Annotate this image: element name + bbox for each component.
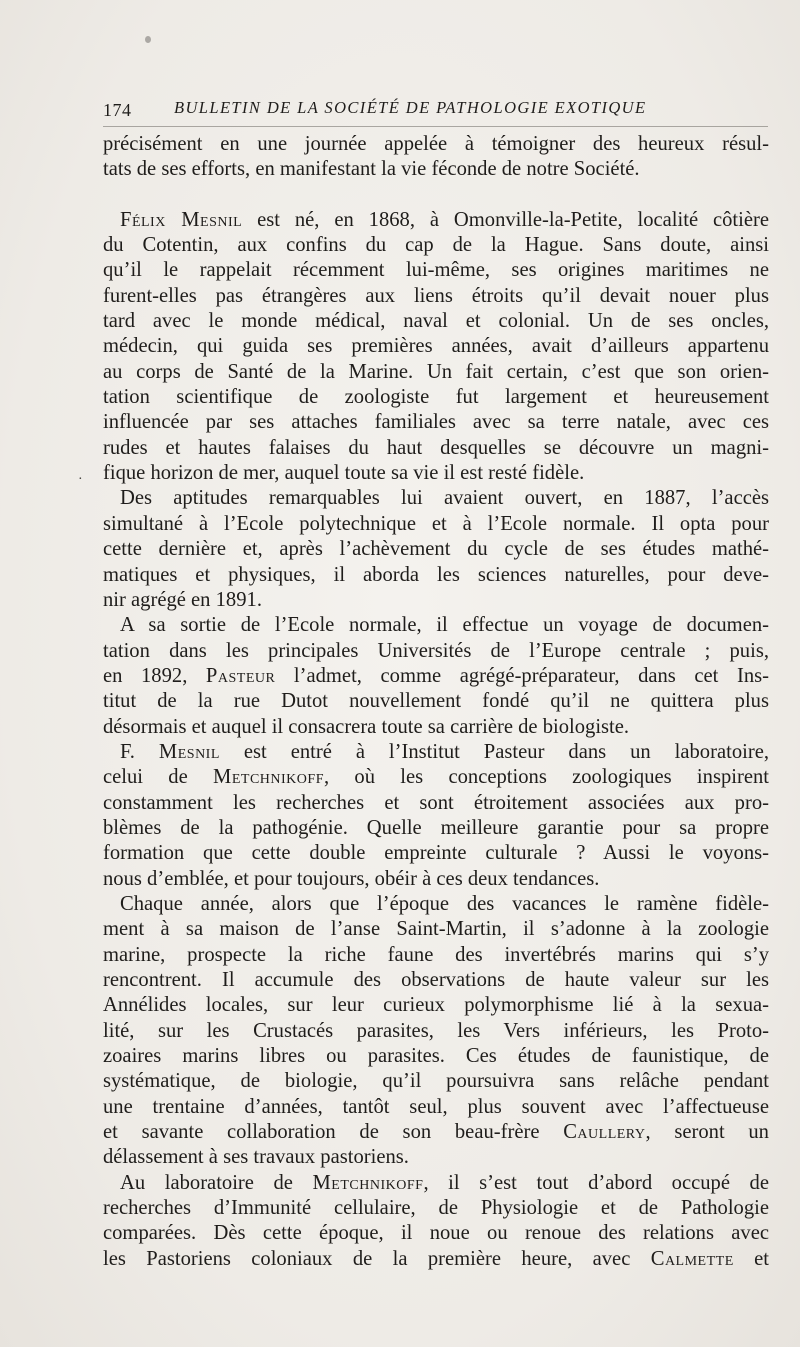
body-text	[103, 132, 769, 1272]
text-line: Chaque année, alors que l’époque des vacances le ramène fidèle-	[120, 892, 769, 915]
text-line: Annélides locales, sur leur curieux polymorphisme lié à la sexua-	[103, 994, 769, 1017]
text-line: F. Mesnil est entré à l’Institut Pasteur dans un laboratoire,	[120, 740, 769, 763]
paragraph	[103, 208, 769, 487]
text-line: médecin, qui guida ses premières années, avait d’ailleurs appartenu	[103, 335, 769, 358]
margin-mark: ·	[78, 472, 83, 487]
ink-speck	[145, 36, 151, 43]
paragraph	[103, 132, 769, 183]
text-line: celui de Metchnikoff, où les conceptions zoologiques inspirent	[103, 766, 769, 789]
page-header	[103, 98, 768, 122]
paragraph	[103, 892, 769, 1171]
text-line: comparées. Dès cette époque, il noue ou renoue des relations avec	[103, 1222, 769, 1245]
text-line: Au laboratoire de Metchnikoff, il s’est tout d’abord occupé de	[120, 1171, 769, 1194]
paragraph-gap	[103, 183, 769, 208]
text-line: rudes et hautes falaises du haut desquelles se découvre un magni-	[103, 436, 769, 459]
text-line: constamment les recherches et sont étroitement associées aux pro-	[103, 791, 769, 814]
text-line: influencée par ses attaches familiales avec sa terre natale, avec ces	[103, 411, 769, 434]
text-line: et savante collaboration de son beau-frère Caullery, seront un	[103, 1121, 769, 1144]
text-line: blèmes de la pathogénie. Quelle meilleure garantie pour sa propre	[103, 816, 769, 839]
text-line: du Cotentin, aux confins du cap de la Hague. Sans doute, ainsi	[103, 234, 769, 257]
text-line: une trentaine d’années, tantôt seul, plus souvent avec l’affectueuse	[103, 1095, 769, 1118]
text-line: nous d’emblée, et pour toujours, obéir à ces deux tendances.	[103, 867, 600, 890]
text-line: lité, sur les Crustacés parasites, les Vers inférieurs, les Proto-	[103, 1019, 769, 1042]
text-line: ment à sa maison de l’anse Saint-Martin, il s’adonne à la zoologie	[103, 918, 769, 941]
text-line: au corps de Santé de la Marine. Un fait certain, c’est que son orien-	[103, 360, 769, 383]
text-line: furent-elles pas étrangères aux liens étroits qu’il devait nouer plus	[103, 284, 769, 307]
text-line: formation que cette double empreinte culturale ? Aussi le voyons-	[103, 842, 769, 865]
paragraph	[103, 740, 769, 892]
text-line: en 1892, Pasteur l’admet, comme agrégé-préparateur, dans cet Ins-	[103, 664, 769, 687]
paragraph	[103, 613, 769, 740]
text-line: matiques et physiques, il aborda les sciences naturelles, pour deve-	[103, 563, 769, 586]
text-line: qu’il le rappelait récemment lui-même, ses origines maritimes ne	[103, 259, 769, 282]
text-line: simultané à l’Ecole polytechnique et à l’Ecole normale. Il opta pour	[103, 512, 769, 535]
text-line: délassement à ses travaux pastoriens.	[103, 1146, 409, 1169]
paragraph	[103, 1171, 769, 1272]
header-rule	[103, 126, 768, 127]
text-line: précisément en une journée appelée à témoigner des heureux résul-	[103, 133, 769, 155]
text-line: recherches d’Immunité cellulaire, de Physiologie et de Pathologie	[103, 1197, 769, 1220]
text-line: zoaires marins libres ou parasites. Ces études de faunistique, de	[103, 1045, 769, 1068]
page-number: 174	[103, 100, 132, 120]
text-line: Des aptitudes remarquables lui avaient ouvert, en 1887, l’accès	[120, 487, 769, 510]
text-line: A sa sortie de l’Ecole normale, il effectue un voyage de documen-	[120, 614, 769, 637]
text-line: systématique, de biologie, qu’il poursuivra sans relâche pendant	[103, 1070, 769, 1093]
text-line: cette dernière et, après l’achèvement du cycle de ses études mathé-	[103, 538, 769, 561]
text-line: titut de la rue Dutot nouvellement fondé qu’il ne quittera plus	[103, 690, 769, 713]
running-title: BULLETIN DE LA SOCIÉTÉ DE PATHOLOGIE EXOTIQUE	[174, 98, 647, 117]
text-line: tation dans les principales Universités de l’Europe centrale ; puis,	[103, 639, 769, 662]
text-line: les Pastoriens coloniaux de la première heure, avec Calmette et	[103, 1247, 769, 1270]
text-line: tation scientifique de zoologiste fut largement et heureusement	[103, 386, 769, 409]
text-line: tard avec le monde médical, naval et colonial. Un de ses oncles,	[103, 310, 769, 333]
text-line: désormais et auquel il consacrera toute sa carrière de biologiste.	[103, 715, 630, 738]
paragraph	[103, 486, 769, 613]
text-line: marine, prospecte la riche faune des invertébrés marins qui s’y	[103, 943, 769, 966]
text-line: tats de ses efforts, en manifestant la vie féconde de notre Société.	[103, 158, 640, 181]
text-line: rencontrent. Il accumule des observations de haute valeur sur les	[103, 969, 769, 991]
text-line: Félix Mesnil est né, en 1868, à Omonville-la-Petite, localité côtière	[120, 208, 770, 231]
text-line: nir agrégé en 1891.	[103, 588, 262, 611]
text-line: fique horizon de mer, auquel toute sa vie il est resté fidèle.	[103, 462, 585, 485]
